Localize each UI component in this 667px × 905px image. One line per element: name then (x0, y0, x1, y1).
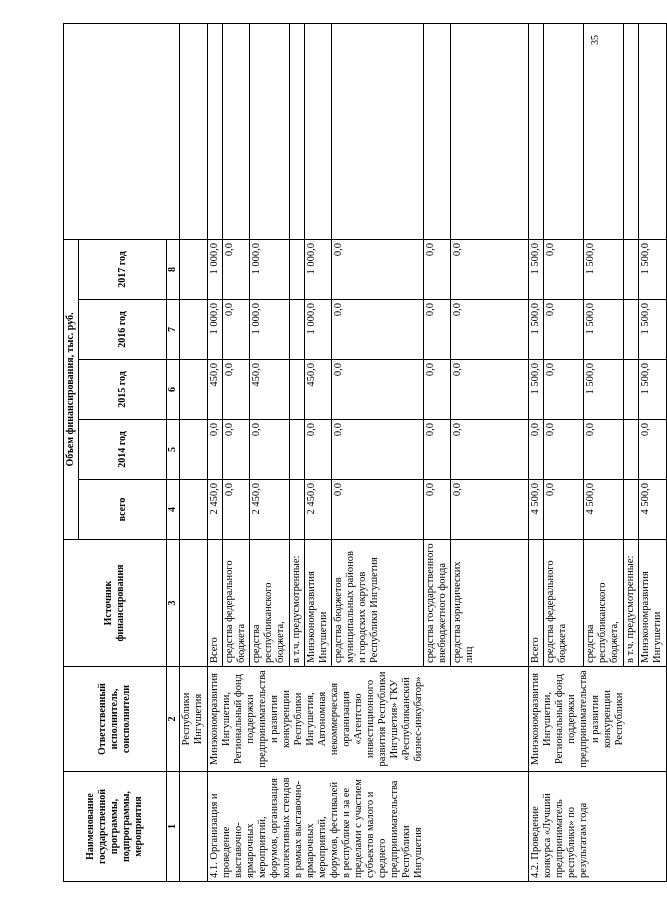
measure-executor: Минэкономразвития Ингушетии, Региональный фонд поддержки предпринимательства и развития конкуренции Республики (529, 667, 667, 772)
amount-cell: 1 500,0 (529, 239, 544, 299)
amount-cell: 0,0 (332, 480, 424, 540)
measure-executor: Минэкономразвития Ингушетии, Региональный фонд поддержки предпринимательства и развития конкуренции Республики Ингушетия, Автономная некоммерческая организация «Агентство инвестиционного развития Республики Ингушетия» ГКУ «Республиканский бизнес-инкубатор» (208, 667, 529, 772)
amount-cell: 0,0 (424, 300, 451, 360)
page-number: 35 (590, 35, 601, 45)
amount-cell: 0,0 (424, 239, 451, 299)
amount-cell: 1 500,0 (529, 300, 544, 360)
amount-cell (290, 239, 305, 299)
amount-cell: 0,0 (451, 300, 529, 360)
col-number: 2 (167, 667, 180, 772)
funding-source: Всего (208, 540, 223, 667)
amount-cell: 0,0 (424, 420, 451, 480)
amount-cell: 1 000,0 (208, 239, 223, 299)
header-financing: Объем финансирования, тыс. руб. (64, 239, 79, 539)
amount-cell: 0,0 (451, 480, 529, 540)
amount-cell: 0,0 (544, 300, 584, 360)
col-number: 5 (167, 420, 180, 480)
amount-cell: 0,0 (332, 420, 424, 480)
amount-cell (290, 360, 305, 420)
amount-cell (624, 480, 639, 540)
amount-cell: 0,0 (424, 360, 451, 420)
amount-cell: 2 450,0 (305, 480, 332, 540)
header-blank (64, 24, 180, 240)
amount-cell: 0,0 (250, 420, 290, 480)
col-number: 6 (167, 360, 180, 420)
amount-cell: 2 450,0 (250, 480, 290, 540)
amount-cell: 0,0 (544, 360, 584, 420)
amount-cell: 2 450,0 (208, 480, 223, 540)
amount-cell: 450,0 (208, 360, 223, 420)
blank-cell (424, 24, 451, 240)
table-row (529, 24, 544, 882)
blank-cell (529, 24, 544, 240)
funding-source: Минэкономразвития Ингушетии (305, 540, 332, 667)
amount-cell: 1 000,0 (250, 300, 290, 360)
blank-cell (451, 24, 529, 240)
amount-cell: 1 500,0 (584, 360, 624, 420)
amount-cell (624, 300, 639, 360)
col-number: 1 (167, 772, 180, 882)
amount-cell (624, 360, 639, 420)
funding-source: Всего (529, 540, 544, 667)
amount-cell: 1 500,0 (584, 239, 624, 299)
amount-cell: 4 500,0 (584, 480, 624, 540)
funding-source: средства государственного внебюджетного фонда (424, 540, 451, 667)
amount-cell: 0,0 (223, 360, 250, 420)
blank-cell (208, 24, 223, 240)
fragment-cell (180, 540, 208, 667)
amount-cell: 0,0 (332, 360, 424, 420)
fragment-cell (180, 239, 208, 299)
funding-source: средства федерального бюджета (223, 540, 250, 667)
amount-cell: 4 500,0 (529, 480, 544, 540)
funding-source: средства федерального бюджета (544, 540, 584, 667)
amount-cell (624, 239, 639, 299)
amount-cell: 0,0 (223, 239, 250, 299)
col-number: 7 (167, 300, 180, 360)
amount-cell (290, 300, 305, 360)
amount-cell: 0,0 (424, 480, 451, 540)
amount-cell: 0,0 (332, 300, 424, 360)
header-source: Источник финансирования (64, 540, 167, 667)
measure-4-1 (208, 24, 529, 882)
funding-source: Минэкономразвития Ингушетии (639, 540, 667, 667)
amount-cell: 0,0 (451, 420, 529, 480)
amount-cell: 1 000,0 (305, 239, 332, 299)
amount-cell: 4 500,0 (639, 480, 667, 540)
financing-table (63, 23, 667, 882)
blank-cell (544, 24, 584, 240)
amount-cell: 1 000,0 (250, 239, 290, 299)
header-total: всего (79, 480, 167, 540)
fragment-executor: Республики Ингушетия (180, 667, 208, 772)
amount-cell: 0,0 (544, 480, 584, 540)
col-number: 8 (167, 239, 180, 299)
header-2015: 2015 год (79, 360, 167, 420)
amount-cell: 1 500,0 (639, 360, 667, 420)
amount-cell: 1 500,0 (584, 300, 624, 360)
blank-cell (332, 24, 424, 240)
amount-cell: 0,0 (451, 239, 529, 299)
funding-source: средства юридических лиц (451, 540, 529, 667)
amount-cell: 0,0 (208, 420, 223, 480)
amount-cell: 0,0 (305, 420, 332, 480)
blank-cell (223, 24, 250, 240)
amount-cell: 0,0 (451, 360, 529, 420)
funding-source: в т.ч. предусмотренные: (624, 540, 639, 667)
amount-cell (624, 420, 639, 480)
fragment-cell (180, 480, 208, 540)
amount-cell: 1 500,0 (639, 300, 667, 360)
blank-cell (250, 24, 290, 240)
amount-cell: 1 000,0 (208, 300, 223, 360)
amount-cell (290, 420, 305, 480)
measure-4-2 (529, 24, 667, 882)
amount-cell: 0,0 (223, 420, 250, 480)
measure-name: 4.1. Организация и проведение выставочно-ярмарочных мероприятий, форумов, организация коллективных стендов в рамках выставочно-ярмарочных мероприятий, форумов, фестивалей в республике и за ее пределами с участием субъектов малого и среднего предпринимательства Республики Ингушетия (208, 772, 529, 882)
amount-cell: 0,0 (529, 420, 544, 480)
funding-source: в т.ч. предусмотренные: (290, 540, 305, 667)
amount-cell: 0,0 (332, 239, 424, 299)
blank-cell (290, 24, 305, 240)
header-2014: 2014 год (79, 420, 167, 480)
amount-cell (290, 480, 305, 540)
amount-cell: 450,0 (305, 360, 332, 420)
funding-source: средства бюджетов муниципальных районов и городских округов Республики Ингушетия (332, 540, 424, 667)
amount-cell: 0,0 (544, 420, 584, 480)
amount-cell: 0,0 (544, 239, 584, 299)
amount-cell: 0,0 (584, 420, 624, 480)
fragment-cell (180, 24, 208, 240)
measure-name: 4.2. Проведение конкурса «Лучший предприниматель республики» по результатам года (529, 772, 667, 882)
amount-cell: 0,0 (223, 300, 250, 360)
amount-cell: 0,0 (639, 420, 667, 480)
amount-cell: 1 500,0 (529, 360, 544, 420)
table-row (208, 24, 223, 882)
funding-source: средства республиканского бюджета, (250, 540, 290, 667)
col-number: 3 (167, 540, 180, 667)
funding-source: средства республиканского бюджета, (584, 540, 624, 667)
col-number: 4 (167, 480, 180, 540)
header-executor: Ответственный исполнитель, соисполнители (64, 667, 167, 772)
fragment-cell (180, 360, 208, 420)
fragment-name-cell (180, 772, 208, 882)
header-2017: 2017 год (79, 239, 167, 299)
amount-cell: 450,0 (250, 360, 290, 420)
header-name: Наименование государственной программы, подпрограммы, мероприятия (64, 772, 167, 882)
blank-cell (305, 24, 332, 240)
amount-cell: 0,0 (223, 480, 250, 540)
fragment-cell (180, 300, 208, 360)
amount-cell: 1 500,0 (639, 239, 667, 299)
blank-cell (624, 24, 639, 240)
blank-cell (584, 24, 624, 240)
blank-cell (639, 24, 667, 240)
amount-cell: 1 000,0 (305, 300, 332, 360)
fragment-cell (180, 420, 208, 480)
header-2016: 2016 год (79, 300, 167, 360)
